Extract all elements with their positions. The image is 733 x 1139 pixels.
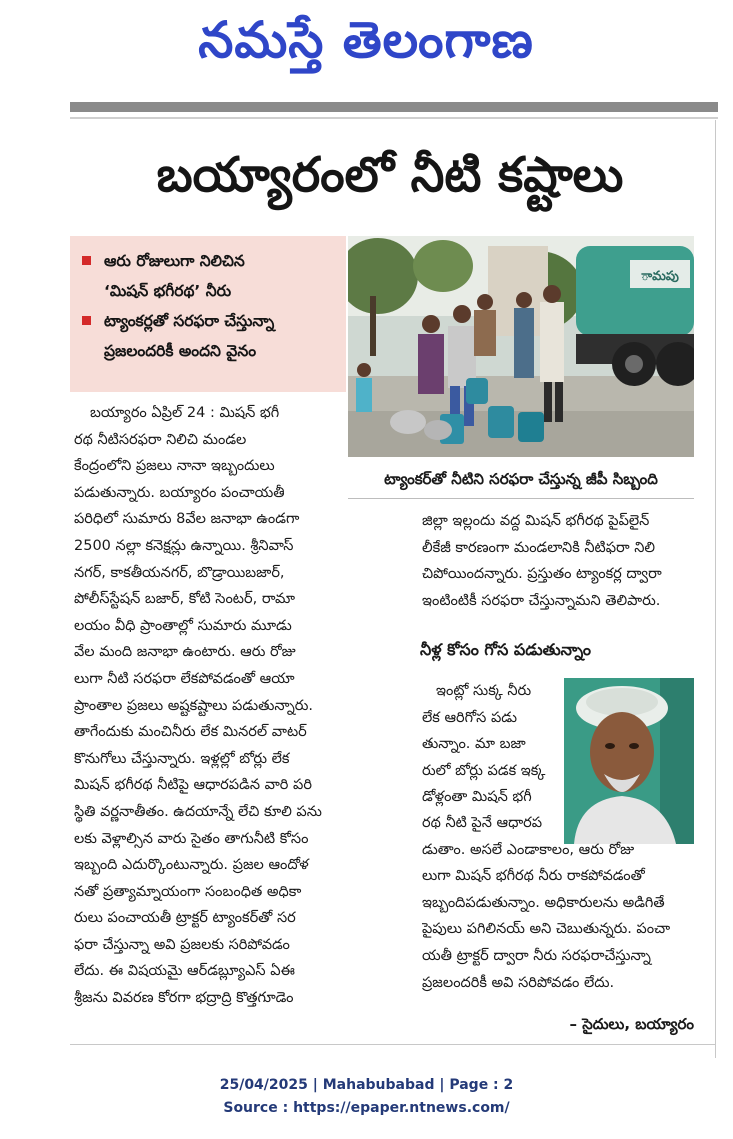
body-line: లేదు. ఈ విషయమై ఆర్‌డబ్ల్యూఎస్ ఏఈ bbox=[74, 963, 295, 980]
quote-line: డుతాం. అసలే ఎండాకాలం, ఆరు రోజు bbox=[422, 841, 635, 858]
quote-line: పైపులు పగిలినయ్ అని చెబుతున్నరు. పంచా bbox=[422, 921, 671, 938]
body-line: తాగేందుకు మంచినీరు లేక మినరల్ వాటర్ bbox=[74, 724, 307, 741]
body-line: ప్రాంతాల ప్రజలు అష్టకష్టాలు పడుతున్నారు. bbox=[74, 697, 314, 714]
body-line: పోలీస్‌స్టేషన్ బజార్, కోటి సెంటర్, రామా bbox=[74, 591, 295, 608]
body-line: ఇబ్బంది ఎదుర్కొంటున్నారు. ప్రజల ఆందోళ bbox=[74, 857, 309, 874]
highlight-line: ఆరు రోజులుగా నిలిచిన bbox=[104, 252, 245, 270]
quote-line: రథ నీటి పైనే ఆధారప bbox=[422, 815, 543, 831]
body-line: చిపోయిందన్నారు. ప్రస్తుతం ట్యాంకర్ల ద్వారా bbox=[422, 566, 662, 583]
body-line: నగర్, కాకతీయనగర్, బొడ్రాయిబజార్, bbox=[74, 564, 285, 581]
highlight-item bbox=[82, 246, 338, 306]
quote-line: ప్రజలందరికీ అవి సరిపోవడం లేదు. bbox=[422, 974, 615, 991]
body-line: 2500 నల్లా కనెక్షన్లు ఉన్నాయి. శ్రీనివాస్ bbox=[74, 537, 294, 554]
body-line: ఇంటింటికీ సరఫరా చేస్తున్నామని తెలిపారు. bbox=[422, 592, 661, 609]
body-line: పడుతున్నారు. బయ్యారం పంచాయతీ bbox=[74, 484, 285, 501]
masthead-divider bbox=[70, 102, 718, 112]
body-line: లీకేజీ కారణంగా మండలానికి నీటిఫరా నిలి bbox=[422, 539, 656, 556]
body-line: రథ నీటిసరఫరా నిలిచి మండల bbox=[74, 431, 247, 448]
footer-source: Source : https://epaper.ntnews.com/ bbox=[223, 1100, 510, 1116]
highlight-line: ‘మిషన్ భగీరథ’ నీరు bbox=[104, 282, 232, 300]
tanker-sign-text: ామపు bbox=[641, 269, 679, 284]
body-line: స్థితి వర్ణనాతీతం. ఉదయాన్నే లేచి కూలి పను bbox=[74, 803, 322, 820]
body-line: లకు వెళ్లాల్సిన వారు సైతం తాగునీటి కోసం bbox=[74, 830, 309, 847]
body-line: బయ్యారం ఏప్రిల్ 24 : మిషన్ భగీ bbox=[90, 405, 280, 421]
quote-line: రులో బోర్లు పడక ఇక్క bbox=[422, 762, 546, 779]
photo-caption: ట్యాంకర్‌తో నీటిని సరఫరా చేస్తున్న జీపీ సిబ్బంది bbox=[384, 470, 658, 488]
body-line: జిల్లా ఇల్లందు వద్ద మిషన్ భగీరథ పైప్‌లైన్ bbox=[422, 513, 650, 529]
column-border bbox=[715, 120, 716, 1058]
article-headline: బయ్యారంలో నీటి కష్టాలు bbox=[156, 147, 624, 203]
body-line: నతో ప్రత్యామ్నాయంగా సంబంధిత అధికా bbox=[74, 883, 302, 900]
body-line: మిషన్ భగీరథ నీటిపై ఆధారపడిన వారి పరి bbox=[74, 777, 312, 794]
square-bullet-icon bbox=[82, 256, 91, 265]
body-line: కొనుగోలు చేస్తున్నారు. ఇళ్లల్లో బోర్లు లేక bbox=[74, 750, 290, 767]
quote-text-narrow bbox=[422, 678, 560, 811]
body-line: లుగా నీటి సరఫరా లేకపోవడంతో ఆయా bbox=[74, 670, 295, 687]
article-body-right-column bbox=[422, 508, 694, 614]
caption-divider bbox=[348, 498, 694, 499]
quote-line: తున్నాం. మా బజా bbox=[422, 736, 526, 753]
page-footer bbox=[0, 1074, 733, 1120]
quote-line: ఇబ్బందిపడుతున్నాం. అధికారులను అడిగితే bbox=[422, 894, 665, 911]
body-line: పరిధిలో సుమారు 8వేల జనాభా ఉండగా bbox=[74, 511, 300, 528]
body-line: రులు పంచాయతీ ట్రాక్టర్ ట్యాంకర్‌తో సర bbox=[74, 910, 296, 927]
quote-line: లేక ఆరిగోస పడు bbox=[422, 709, 518, 726]
article-body-left-column bbox=[74, 400, 368, 1012]
highlight-line: ప్రజలందరికీ అందని వైనం bbox=[104, 342, 257, 360]
quote-line: ఇంట్లో సుక్క నీరు bbox=[436, 683, 532, 699]
quote-subheading: నీళ్ల కోసం గోస పడుతున్నాం bbox=[420, 640, 592, 659]
quote-line: డోళ్లంతా మిషన్ భగీ bbox=[422, 789, 532, 806]
quote-line: లుగా మిషన్ భగీరథ నీరు రాకపోవడంతో bbox=[422, 868, 645, 885]
highlights-box bbox=[70, 236, 346, 392]
body-line: కేంద్రంలోని ప్రజలు నానా ఇబ్బందులు bbox=[74, 458, 275, 475]
body-line: లయం వీధి ప్రాంతాల్లో సుమారు మూడు bbox=[74, 617, 292, 634]
body-line: శ్రీజను వివరణ కోరగా భద్రాద్రి కొత్తగూడెం bbox=[74, 990, 294, 1007]
highlight-line: ట్యాంకర్లతో సరఫరా చేస్తున్నా bbox=[104, 312, 275, 330]
body-line: ఫరా చేస్తున్నా అవి ప్రజలకు సరిపోవడం bbox=[74, 936, 290, 953]
square-bullet-icon bbox=[82, 316, 91, 325]
masthead bbox=[0, 0, 733, 80]
quote-text-wide bbox=[422, 810, 694, 996]
footer-date-edition: 25/04/2025 | Mahabubabad | Page : 2 bbox=[219, 1077, 514, 1093]
water-tanker-photo bbox=[348, 236, 694, 457]
newspaper-logo: నమస్తే తెలంగాణ bbox=[198, 11, 534, 69]
highlight-item bbox=[82, 306, 338, 366]
article-bottom-border bbox=[70, 1044, 715, 1045]
masthead-divider-thin bbox=[70, 117, 718, 119]
quote-byline: – సైదులు, బయ్యారం bbox=[569, 1015, 694, 1033]
quote-line: యతీ ట్రాక్టర్ ద్వారా నీరు సరఫరాచేస్తున్నా bbox=[422, 947, 651, 964]
body-line: వేల మంది జనాభా ఉంటారు. ఆరు రోజు bbox=[74, 644, 296, 661]
